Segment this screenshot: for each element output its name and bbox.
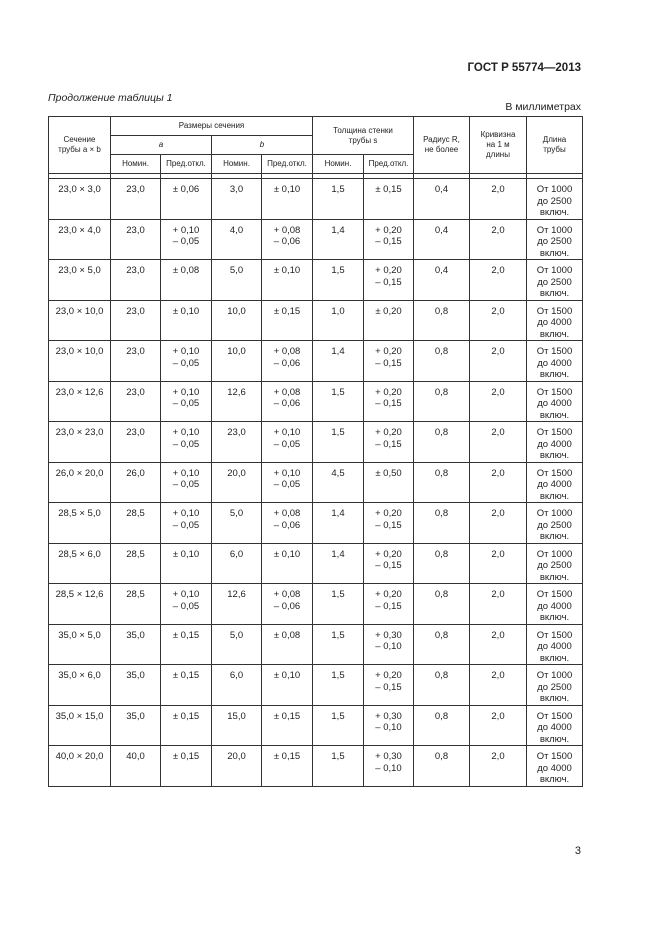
- cell-b: 3,0: [212, 179, 262, 220]
- cell-a: 26,0: [111, 462, 161, 503]
- table-row: [49, 584, 583, 625]
- cell-k: 2,0: [470, 179, 527, 220]
- cell-s-dev: ± 0,20: [364, 300, 414, 341]
- cell-s: 1,5: [313, 260, 364, 301]
- cell-b: 5,0: [212, 624, 262, 665]
- table-row: [49, 746, 583, 787]
- cell-b-dev: + 0,08 – 0,06: [262, 219, 313, 260]
- cell-s: 1,5: [313, 179, 364, 220]
- cell-a: 23,0: [111, 422, 161, 463]
- cell-len: От 1500 до 4000 включ.: [527, 300, 583, 341]
- cell-b-dev: + 0,08 – 0,06: [262, 341, 313, 382]
- cell-section: 28,5 × 5,0: [49, 503, 111, 544]
- cell-r: 0,4: [414, 219, 470, 260]
- cell-section: 23,0 × 23,0: [49, 422, 111, 463]
- cell-section: 26,0 × 20,0: [49, 462, 111, 503]
- cell-r: 0,8: [414, 422, 470, 463]
- table-row: [49, 543, 583, 584]
- cell-s-dev: + 0,20 – 0,15: [364, 341, 414, 382]
- cell-s-dev: + 0,20 – 0,15: [364, 381, 414, 422]
- cell-k: 2,0: [470, 503, 527, 544]
- cell-s-dev: ± 0,15: [364, 179, 414, 220]
- cell-a-dev: + 0,10 – 0,05: [161, 503, 212, 544]
- cell-s: 1,5: [313, 624, 364, 665]
- cell-r: 0,8: [414, 381, 470, 422]
- header-a-nominal: Номин.: [111, 155, 161, 174]
- cell-a-dev: + 0,10 – 0,05: [161, 422, 212, 463]
- cell-a-dev: ± 0,10: [161, 300, 212, 341]
- cell-s-dev: + 0,20 – 0,15: [364, 543, 414, 584]
- cell-len: От 1500 до 4000 включ.: [527, 624, 583, 665]
- cell-b-dev: + 0,10 – 0,05: [262, 422, 313, 463]
- cell-b: 12,6: [212, 584, 262, 625]
- cell-s-dev: + 0,30 – 0,10: [364, 705, 414, 746]
- cell-b-dev: ± 0,10: [262, 260, 313, 301]
- cell-len: От 1000 до 2500 включ.: [527, 219, 583, 260]
- cell-s: 1,4: [313, 341, 364, 382]
- cell-section: 23,0 × 3,0: [49, 179, 111, 220]
- table-caption: Продолжение таблицы 1: [48, 92, 173, 104]
- units-note: В миллиметрах: [505, 101, 581, 113]
- cell-b: 6,0: [212, 665, 262, 706]
- cell-len: От 1500 до 4000 включ.: [527, 746, 583, 787]
- cell-r: 0,8: [414, 705, 470, 746]
- cell-a: 23,0: [111, 300, 161, 341]
- cell-section: 23,0 × 10,0: [49, 341, 111, 382]
- cell-section: 40,0 × 20,0: [49, 746, 111, 787]
- cell-a-dev: + 0,10 – 0,05: [161, 219, 212, 260]
- table-row: [49, 705, 583, 746]
- cell-a-dev: ± 0,15: [161, 624, 212, 665]
- cell-len: От 1000 до 2500 включ.: [527, 260, 583, 301]
- cell-s: 1,5: [313, 381, 364, 422]
- cell-a: 28,5: [111, 543, 161, 584]
- cell-k: 2,0: [470, 705, 527, 746]
- cell-a-dev: ± 0,08: [161, 260, 212, 301]
- header-wall: Толщина стенки трубы s: [313, 117, 414, 155]
- header-b-nominal: Номин.: [212, 155, 262, 174]
- table-row: [49, 624, 583, 665]
- cell-b-dev: ± 0,15: [262, 300, 313, 341]
- cell-s: 1,5: [313, 665, 364, 706]
- table-row: [49, 381, 583, 422]
- cell-section: 35,0 × 15,0: [49, 705, 111, 746]
- cell-s: 1,4: [313, 503, 364, 544]
- cell-a-dev: ± 0,15: [161, 665, 212, 706]
- cell-a: 35,0: [111, 705, 161, 746]
- cell-a-dev: ± 0,15: [161, 705, 212, 746]
- cell-b: 4,0: [212, 219, 262, 260]
- table-row: [49, 219, 583, 260]
- cell-section: 28,5 × 12,6: [49, 584, 111, 625]
- cell-r: 0,8: [414, 665, 470, 706]
- table-row: [49, 422, 583, 463]
- cell-len: От 1000 до 2500 включ.: [527, 543, 583, 584]
- cell-s: 1,4: [313, 543, 364, 584]
- cell-a-dev: + 0,10 – 0,05: [161, 584, 212, 625]
- header-length: Длина трубы: [527, 117, 583, 174]
- cell-a-dev: ± 0,06: [161, 179, 212, 220]
- cell-a: 28,5: [111, 584, 161, 625]
- table-row: [49, 341, 583, 382]
- header-radius: Радиус R, не более: [414, 117, 470, 174]
- cell-len: От 1500 до 4000 включ.: [527, 462, 583, 503]
- header-s-nominal: Номин.: [313, 155, 364, 174]
- cell-len: От 1500 до 4000 включ.: [527, 705, 583, 746]
- cell-len: От 1000 до 2500 включ.: [527, 503, 583, 544]
- cell-r: 0,4: [414, 179, 470, 220]
- cell-len: От 1000 до 2500 включ.: [527, 665, 583, 706]
- cell-a: 23,0: [111, 179, 161, 220]
- cell-a: 35,0: [111, 624, 161, 665]
- cell-b: 10,0: [212, 300, 262, 341]
- cell-a: 23,0: [111, 381, 161, 422]
- header-b-deviation: Пред.откл.: [262, 155, 313, 174]
- cell-k: 2,0: [470, 543, 527, 584]
- cell-a: 40,0: [111, 746, 161, 787]
- cell-k: 2,0: [470, 462, 527, 503]
- cell-a: 23,0: [111, 260, 161, 301]
- cell-s-dev: ± 0,50: [364, 462, 414, 503]
- cell-s-dev: + 0,20 – 0,15: [364, 584, 414, 625]
- cell-s: 1,5: [313, 746, 364, 787]
- cell-s-dev: + 0,20 – 0,15: [364, 422, 414, 463]
- cell-a-dev: + 0,10 – 0,05: [161, 341, 212, 382]
- cell-b-dev: ± 0,08: [262, 624, 313, 665]
- cell-b-dev: ± 0,15: [262, 705, 313, 746]
- cell-b: 23,0: [212, 422, 262, 463]
- cell-a-dev: ± 0,15: [161, 746, 212, 787]
- cell-b-dev: + 0,10 – 0,05: [262, 462, 313, 503]
- cell-b: 15,0: [212, 705, 262, 746]
- cell-section: 35,0 × 6,0: [49, 665, 111, 706]
- cell-r: 0,8: [414, 462, 470, 503]
- header-a-deviation: Пред.откл.: [161, 155, 212, 174]
- cell-s: 4,5: [313, 462, 364, 503]
- cell-b-dev: + 0,08 – 0,06: [262, 503, 313, 544]
- cell-k: 2,0: [470, 260, 527, 301]
- header-section: Сечение трубы a × b: [49, 117, 111, 174]
- cell-r: 0,8: [414, 746, 470, 787]
- table-row: [49, 462, 583, 503]
- cell-a-dev: + 0,10 – 0,05: [161, 462, 212, 503]
- table-row: [49, 503, 583, 544]
- cell-b-dev: ± 0,10: [262, 179, 313, 220]
- cell-k: 2,0: [470, 422, 527, 463]
- cell-section: 28,5 × 6,0: [49, 543, 111, 584]
- cell-b: 12,6: [212, 381, 262, 422]
- cell-b-dev: ± 0,10: [262, 665, 313, 706]
- header-b: b: [212, 136, 313, 155]
- cell-a-dev: ± 0,10: [161, 543, 212, 584]
- cell-s-dev: + 0,20 – 0,15: [364, 219, 414, 260]
- cell-r: 0,8: [414, 341, 470, 382]
- table-row: [49, 260, 583, 301]
- cell-a: 35,0: [111, 665, 161, 706]
- cell-r: 0,8: [414, 584, 470, 625]
- cell-k: 2,0: [470, 746, 527, 787]
- cell-r: 0,8: [414, 543, 470, 584]
- cell-r: 0,8: [414, 503, 470, 544]
- cell-a: 23,0: [111, 219, 161, 260]
- cell-k: 2,0: [470, 665, 527, 706]
- cell-k: 2,0: [470, 624, 527, 665]
- cell-r: 0,8: [414, 300, 470, 341]
- cell-len: От 1500 до 4000 включ.: [527, 422, 583, 463]
- cell-len: От 1500 до 4000 включ.: [527, 584, 583, 625]
- cell-s: 1,4: [313, 219, 364, 260]
- cell-len: От 1000 до 2500 включ.: [527, 179, 583, 220]
- cell-section: 23,0 × 12,6: [49, 381, 111, 422]
- cell-b: 5,0: [212, 260, 262, 301]
- cell-k: 2,0: [470, 381, 527, 422]
- cell-s-dev: + 0,30 – 0,10: [364, 624, 414, 665]
- cell-b-dev: ± 0,10: [262, 543, 313, 584]
- cell-s: 1,5: [313, 584, 364, 625]
- cell-k: 2,0: [470, 341, 527, 382]
- cell-k: 2,0: [470, 219, 527, 260]
- cell-b: 20,0: [212, 462, 262, 503]
- table-row: [49, 179, 583, 220]
- cell-r: 0,8: [414, 624, 470, 665]
- cell-b: 20,0: [212, 746, 262, 787]
- dimensions-table: [48, 116, 583, 787]
- cell-b-dev: + 0,08 – 0,06: [262, 584, 313, 625]
- cell-s-dev: + 0,30 – 0,10: [364, 746, 414, 787]
- cell-a: 23,0: [111, 341, 161, 382]
- cell-b: 6,0: [212, 543, 262, 584]
- cell-b-dev: + 0,08 – 0,06: [262, 381, 313, 422]
- cell-s-dev: + 0,20 – 0,15: [364, 503, 414, 544]
- cell-a-dev: + 0,10 – 0,05: [161, 381, 212, 422]
- cell-section: 23,0 × 10,0: [49, 300, 111, 341]
- cell-a: 28,5: [111, 503, 161, 544]
- cell-k: 2,0: [470, 300, 527, 341]
- table-row: [49, 665, 583, 706]
- cell-k: 2,0: [470, 584, 527, 625]
- header-s-deviation: Пред.откл.: [364, 155, 414, 174]
- cell-len: От 1500 до 4000 включ.: [527, 341, 583, 382]
- standard-number: ГОСТ Р 55774—2013: [467, 62, 581, 74]
- cell-r: 0,4: [414, 260, 470, 301]
- cell-b-dev: ± 0,15: [262, 746, 313, 787]
- cell-b: 10,0: [212, 341, 262, 382]
- cell-s: 1,0: [313, 300, 364, 341]
- cell-section: 35,0 × 5,0: [49, 624, 111, 665]
- header-dimensions: Размеры сечения: [111, 117, 313, 136]
- cell-len: От 1500 до 4000 включ.: [527, 381, 583, 422]
- cell-section: 23,0 × 5,0: [49, 260, 111, 301]
- cell-s: 1,5: [313, 705, 364, 746]
- cell-section: 23,0 × 4,0: [49, 219, 111, 260]
- page-number: 3: [574, 845, 581, 857]
- cell-s: 1,5: [313, 422, 364, 463]
- cell-b: 5,0: [212, 503, 262, 544]
- cell-s-dev: + 0,20 – 0,15: [364, 665, 414, 706]
- table-row: [49, 300, 583, 341]
- header-a: a: [111, 136, 212, 155]
- header-curvature: Кривизна на 1 м длины: [470, 117, 527, 174]
- cell-s-dev: + 0,20 – 0,15: [364, 260, 414, 301]
